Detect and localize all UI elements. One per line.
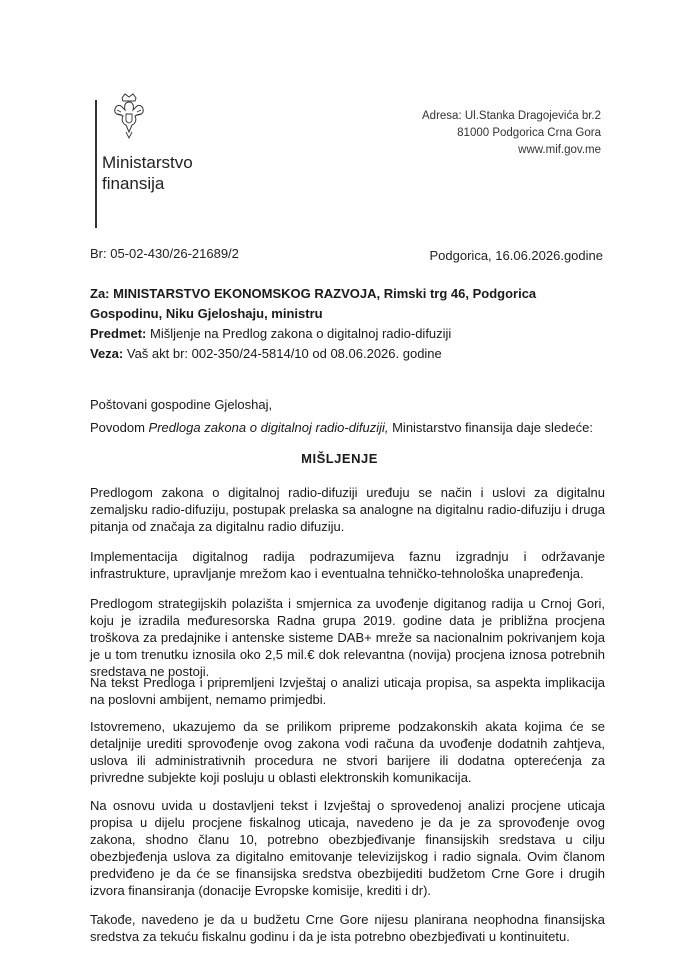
intro-line: [90, 420, 593, 435]
predmet-value: Mišljenje na Predlog zakona o digitalnoj radio-difuziji: [149, 326, 452, 341]
predmet-label: Predmet:: [90, 326, 147, 341]
opinion-heading: MIŠLJENJE: [301, 451, 378, 466]
address-city: 81000 Podgorica Crna Gora: [457, 127, 601, 139]
coat-of-arms-icon: [111, 92, 147, 140]
paragraph-6: Na osnovu uvida u dostavljeni tekst i Izvještaj o sprovedenoj analizi procjene uticaja propisa u dijelu procjene fiskalnog uticaja, navedeno je da je za sprovođenje ovog zakona, shodno članu 10, potrebno obezbjeđivanje finansijskih sredstava u cilju obezbjeđenja uslova za digitalno emitovanje televizijskog i radio signala. Ovim članom predviđeno je da će se finansijska sredstva obezbijediti budžetom Crne Gore i drugih izvora finansiranja (donacije Evropske komisije, krediti i dr).: [90, 798, 605, 898]
veza-value: Vaš akt br: 002-350/24-5814/10 od 08.06.2026. godine: [126, 346, 442, 361]
paragraph-2: Implementacija digitalnog radija podrazumijeva faznu izgradnju i održavanje infrastrukture, upravljanje mrežom kao i eventualna tehničko-tehnološka unapređenja.: [90, 549, 605, 581]
recipient-line: [90, 304, 536, 324]
za-label: Za:: [90, 286, 110, 301]
paragraph-5: Istovremeno, ukazujemo da se prilikom pripreme podzakonskih akata kojima će se detaljnije urediti sprovođenje ovog zakona vodi računa da uvođenje dodatnih zahtjeva, uslova ili administrativnih procedura ne stvori barijere ili dodatna opterećenja za privredne subjekte koji posluju u oblasti elektronskih komunikacija.: [90, 719, 605, 785]
addressee-block: [90, 284, 536, 364]
paragraph-4: Na tekst Predloga i pripremljeni Izvještaj o analizi uticaja propisa, sa aspekta implikacija na poslovni ambijent, nemamo primjedbi.: [90, 675, 605, 707]
place-and-date: Podgorica, 16.06.2026.godine: [429, 248, 603, 263]
addressee-line: [90, 284, 536, 304]
intro-post: Ministarstvo finansija daje sledeće:: [388, 420, 593, 435]
reference-number: Br: 05-02-430/26-21689/2: [90, 246, 239, 261]
address-website: www.mif.gov.me: [518, 144, 601, 156]
ministry-name: [102, 152, 193, 194]
salutation: Poštovani gospodine Gjeloshaj,: [90, 397, 273, 412]
subject-line: [90, 324, 536, 344]
paragraph-1: Predlogom zakona o digitalnoj radio-difuziji uređuju se način i uslovi za digitalnu zemaljsku radio-difuziju, postupak prelaska sa analogne na digitalnu radio-difuziju i druga pitanja od značaja za digitalnu radio difuziju.: [90, 485, 605, 534]
ministry-address: [422, 108, 601, 159]
intro-italic: Predloga zakona o digitalnoj radio-difuziji,: [148, 420, 389, 435]
recipient-name: Gospodinu, Niku Gjeloshaju, ministru: [90, 306, 323, 321]
paragraph-7: Takođe, navedeno je da u budžetu Crne Gore nijesu planirana neophodna finansijska sredstva za tekuću fiskalnu godinu i da je ista potrebno obezbjeđivati u kontinuitetu.: [90, 912, 605, 944]
reference-line: [90, 344, 536, 364]
paragraph-3: Predlogom strategijskih polazišta i smjernica za uvođenje digitanog radija u Crnoj Gori, koju je izradila međuresorska Radna grupa 2019. godine data je približna procjena troškova za predajnike i antenske sisteme DAB+ mreže sa nacionalnim pokrivanjem koja je u tom trenutku iznosila oko 2,5 mil.€ dok relevantna (novija) procjena iznosa potrebnih sredstava ne postoji.: [90, 596, 605, 679]
header-divider: [95, 100, 97, 228]
za-value: MINISTARSTVO EKONOMSKOG RAZVOJA, Rimski trg 46, Podgorica: [113, 286, 537, 301]
ministry-name-line1: Ministarstvo: [102, 153, 193, 172]
address-street: Adresa: Ul.Stanka Dragojevića br.2: [422, 110, 601, 122]
ministry-name-line2: finansija: [102, 174, 165, 193]
intro-pre: Povodom: [90, 420, 149, 435]
veza-label: Veza:: [90, 346, 124, 361]
